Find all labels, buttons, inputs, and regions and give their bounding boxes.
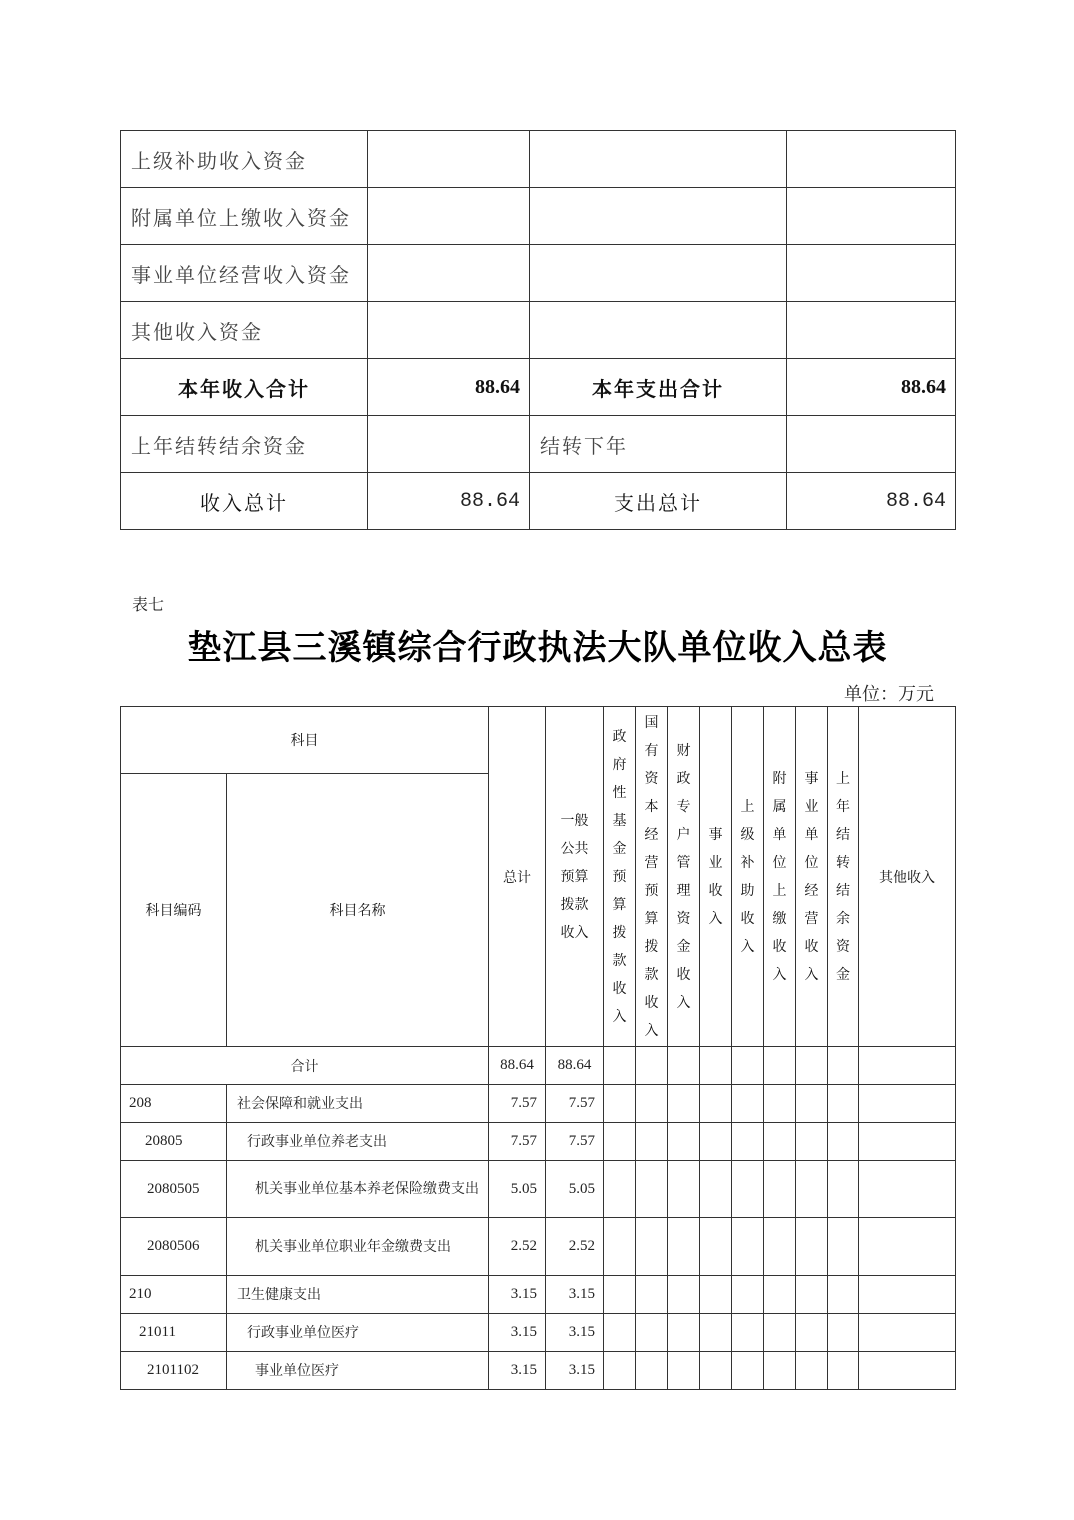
subject-name: 行政事业单位医疗: [227, 1314, 489, 1352]
subject-name: 社会保障和就业支出: [227, 1085, 489, 1123]
header-superior-subsidy: [732, 707, 764, 1047]
header-affiliated-income: [764, 707, 796, 1047]
subject-name: 机关事业单位职业年金缴费支出: [227, 1218, 489, 1276]
cell: [828, 1161, 859, 1218]
cell-label: [530, 302, 787, 359]
row-total: 7.57: [489, 1085, 546, 1123]
carry-next-label: 结转下年: [530, 416, 787, 473]
cell: [700, 1123, 732, 1161]
cell: [700, 1047, 732, 1085]
expense-total-value: 88.64: [787, 473, 956, 530]
cell: [700, 1161, 732, 1218]
cell: [796, 1276, 828, 1314]
subject-code: 210: [121, 1276, 227, 1314]
cell: [604, 1276, 636, 1314]
table-row: [121, 131, 956, 188]
row-total: 3.15: [489, 1352, 546, 1390]
carryover-value: [368, 416, 530, 473]
row-label: 附属单位上缴收入资金: [121, 188, 368, 245]
subject-code: 2080506: [121, 1218, 227, 1276]
cell: [604, 1123, 636, 1161]
subject-code: 21011: [121, 1314, 227, 1352]
cell: [668, 1085, 700, 1123]
cell: [668, 1218, 700, 1276]
year-expense-label: 本年支出合计: [530, 359, 787, 416]
row-label: 上级补助收入资金: [121, 131, 368, 188]
subject-name: 卫生健康支出: [227, 1276, 489, 1314]
header-affiliated-income-text: 附属单位上缴收入: [772, 770, 787, 983]
cell: [732, 1314, 764, 1352]
cell: [828, 1085, 859, 1123]
cell-value: [787, 245, 956, 302]
income-total-value: 88.64: [368, 473, 530, 530]
cell-value: [368, 131, 530, 188]
row-general-budget: 5.05: [546, 1161, 604, 1218]
cell-value: [368, 245, 530, 302]
unit-income-table: [120, 706, 956, 1390]
table-row: [121, 302, 956, 359]
subject-code: 2101102: [121, 1352, 227, 1390]
table-row: [121, 1085, 956, 1123]
cell: [700, 1352, 732, 1390]
table-row: [121, 1218, 956, 1276]
cell: [796, 1314, 828, 1352]
cell: [668, 1161, 700, 1218]
cell: [796, 1123, 828, 1161]
cell: [732, 1161, 764, 1218]
year-income-value: 88.64: [368, 359, 530, 416]
page-title: 垫江县三溪镇综合行政执法大队单位收入总表: [187, 628, 888, 668]
row-label: 其他收入资金: [121, 302, 368, 359]
cell: [604, 1218, 636, 1276]
cell: [732, 1276, 764, 1314]
row-total: 3.15: [489, 1314, 546, 1352]
row-general-budget: 3.15: [546, 1352, 604, 1390]
cell: [764, 1085, 796, 1123]
subject-name: 行政事业单位养老支出: [227, 1123, 489, 1161]
row-label: 事业单位经营收入资金: [121, 245, 368, 302]
cell: [764, 1218, 796, 1276]
cell: [828, 1276, 859, 1314]
income-expense-summary-table: [120, 130, 956, 530]
cell-value: [787, 188, 956, 245]
cell: [668, 1276, 700, 1314]
table-body: [121, 1047, 956, 1390]
header-prior-carryover: [828, 707, 859, 1047]
header-subject: 科目: [121, 707, 489, 774]
total-row: [121, 1047, 956, 1085]
cell: [828, 1123, 859, 1161]
cell-value: [787, 302, 956, 359]
cell-value: [368, 188, 530, 245]
table-row: [121, 1352, 956, 1390]
table-number-tag: 表七: [132, 595, 165, 614]
total-label: 合计: [121, 1047, 489, 1085]
row-general-budget: 3.15: [546, 1314, 604, 1352]
cell: [859, 1085, 956, 1123]
cell: [604, 1085, 636, 1123]
header-business-operation-text: 事业单位经营收入: [804, 770, 819, 983]
expense-total-label: 支出总计: [530, 473, 787, 530]
cell: [859, 1314, 956, 1352]
cell: [796, 1161, 828, 1218]
cell: [732, 1218, 764, 1276]
cell: [636, 1352, 668, 1390]
header-state-capital-text: 国有资本经营预算拨款收入: [644, 714, 659, 1039]
cell-label: [530, 245, 787, 302]
cell: [732, 1047, 764, 1085]
year-income-label: 本年收入合计: [121, 359, 368, 416]
subject-code: 2080505: [121, 1161, 227, 1218]
cell: [796, 1352, 828, 1390]
row-general-budget: 7.57: [546, 1123, 604, 1161]
total-value: 88.64: [489, 1047, 546, 1085]
cell: [700, 1085, 732, 1123]
table-row: [121, 188, 956, 245]
header-subject-code: 科目编码: [121, 774, 227, 1047]
cell: [636, 1314, 668, 1352]
cell: [604, 1352, 636, 1390]
cell-label: [530, 188, 787, 245]
header-business-operation: [796, 707, 828, 1047]
cell: [828, 1218, 859, 1276]
table-row: [121, 1161, 956, 1218]
cell-value: [368, 302, 530, 359]
cell: [604, 1161, 636, 1218]
cell: [764, 1161, 796, 1218]
unit-label: 单位：万元: [844, 684, 934, 705]
header-gov-fund: [604, 707, 636, 1047]
cell: [700, 1218, 732, 1276]
cell: [636, 1085, 668, 1123]
cell: [859, 1161, 956, 1218]
cell: [636, 1218, 668, 1276]
cell: [859, 1276, 956, 1314]
header-general-budget: [546, 707, 604, 1047]
cell: [700, 1276, 732, 1314]
cell: [828, 1352, 859, 1390]
cell: [796, 1047, 828, 1085]
subject-code: 20805: [121, 1123, 227, 1161]
cell: [764, 1314, 796, 1352]
carry-next-value: [787, 416, 956, 473]
cell: [764, 1352, 796, 1390]
cell: [796, 1218, 828, 1276]
cell: [796, 1085, 828, 1123]
header-business-income: [700, 707, 732, 1047]
cell: [604, 1047, 636, 1085]
row-total: 7.57: [489, 1123, 546, 1161]
cell: [636, 1161, 668, 1218]
cell-label: [530, 131, 787, 188]
cell: [668, 1047, 700, 1085]
total-general-budget: 88.64: [546, 1047, 604, 1085]
cell: [636, 1123, 668, 1161]
header-total: 总计: [489, 707, 546, 1047]
header-gov-fund-text: 政府性基金预算拨款收入: [612, 728, 627, 1025]
carryover-row: [121, 416, 956, 473]
row-total: 5.05: [489, 1161, 546, 1218]
subject-name: 机关事业单位基本养老保险缴费支出: [227, 1161, 489, 1218]
cell: [668, 1352, 700, 1390]
cell: [732, 1085, 764, 1123]
row-general-budget: 3.15: [546, 1276, 604, 1314]
cell: [828, 1047, 859, 1085]
cell: [859, 1123, 956, 1161]
cell: [764, 1047, 796, 1085]
cell-value: [787, 131, 956, 188]
header-row: [121, 707, 956, 774]
subject-code: 208: [121, 1085, 227, 1123]
year-total-row: [121, 359, 956, 416]
row-general-budget: 2.52: [546, 1218, 604, 1276]
carryover-label: 上年结转结余资金: [121, 416, 368, 473]
table-row: [121, 1314, 956, 1352]
cell: [668, 1314, 700, 1352]
cell: [700, 1314, 732, 1352]
row-general-budget: 7.57: [546, 1085, 604, 1123]
cell: [828, 1314, 859, 1352]
header-prior-carryover-text: 上年结转结余资金: [836, 770, 850, 983]
year-expense-value: 88.64: [787, 359, 956, 416]
cell: [732, 1352, 764, 1390]
table-row: [121, 245, 956, 302]
cell: [604, 1314, 636, 1352]
row-total: 2.52: [489, 1218, 546, 1276]
cell: [859, 1218, 956, 1276]
header-business-income-text: 事业收入: [708, 826, 723, 927]
subject-name: 事业单位医疗: [227, 1352, 489, 1390]
cell: [764, 1276, 796, 1314]
cell: [668, 1123, 700, 1161]
header-other-income: 其他收入: [859, 707, 956, 1047]
cell: [859, 1352, 956, 1390]
cell: [636, 1276, 668, 1314]
header-fiscal-special: [668, 707, 700, 1047]
income-total-label: 收入总计: [121, 473, 368, 530]
header-subject-name: 科目名称: [227, 774, 489, 1047]
row-total: 3.15: [489, 1276, 546, 1314]
header-general-budget-text: 一般公共预算拨款收入: [560, 812, 589, 941]
grand-total-row: [121, 473, 956, 530]
header-superior-subsidy-text: 上级补助收入: [740, 798, 755, 955]
cell: [859, 1047, 956, 1085]
header-fiscal-special-text: 财政专户管理资金收入: [676, 742, 691, 1011]
cell: [764, 1123, 796, 1161]
cell: [636, 1047, 668, 1085]
table-row: [121, 1276, 956, 1314]
table-row: [121, 1123, 956, 1161]
header-state-capital: [636, 707, 668, 1047]
cell: [732, 1123, 764, 1161]
